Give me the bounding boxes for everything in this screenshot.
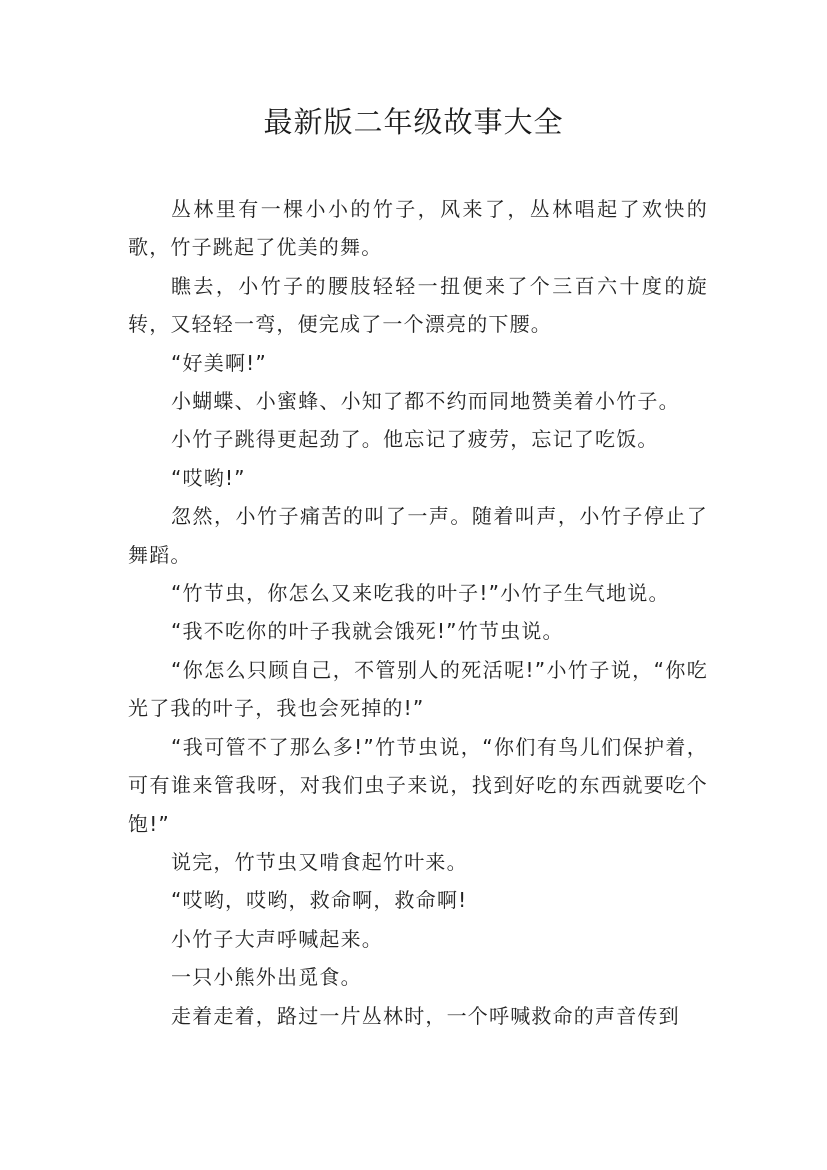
paragraph: “好美啊!” — [171, 350, 267, 375]
paragraph: 丛林里有一棵小小的竹子，风来了，丛林唱起了欢快的歌，竹子跳起了优美的舞。 — [128, 197, 708, 260]
paragraph: “我可管不了那么多!”竹节虫说，“你们有鸟儿们保护着，可有谁来管我呀，对我们虫子来说，找到好吃的东西就要吃个饱!” — [128, 734, 708, 836]
paragraph: “我不吃你的叶子我就会饿死!”竹节虫说。 — [171, 619, 564, 644]
paragraph: 一只小熊外出觅食。 — [171, 965, 362, 990]
paragraph: “你怎么只顾自己，不管别人的死活呢!”小竹子说，“你吃光了我的叶子，我也会死掉的!” — [128, 657, 708, 721]
paragraph: 小蝴蝶、小蜜蜂、小知了都不约而同地赞美着小竹子。 — [171, 389, 680, 414]
paragraph: 忽然，小竹子痛苦的叫了一声。随着叫声，小竹子停止了舞蹈。 — [128, 504, 708, 567]
paragraph: 小竹子大声呼喊起来。 — [171, 926, 383, 951]
document-body — [128, 190, 708, 1035]
paragraph: 瞧去，小竹子的腰肢轻轻一扭便来了个三百六十度的旋转，又轻轻一弯，便完成了一个漂亮的下腰。 — [128, 273, 708, 337]
document-title: 最新版二年级故事大全 — [263, 105, 564, 139]
paragraph: “哎哟，哎哟，救命啊，救命啊! — [171, 888, 468, 913]
paragraph: “竹节虫，你怎么又来吃我的叶子!”小竹子生气地说。 — [171, 581, 670, 606]
paragraph: 小竹子跳得更起劲了。他忘记了疲劳，忘记了吃饭。 — [171, 427, 659, 452]
paragraph: “哎哟!” — [171, 465, 246, 490]
paragraph: 走着走着，路过一片丛林时，一个呼喊救命的声音传到 — [171, 1003, 680, 1028]
paragraph: 说完，竹节虫又啃食起竹叶来。 — [171, 849, 468, 874]
